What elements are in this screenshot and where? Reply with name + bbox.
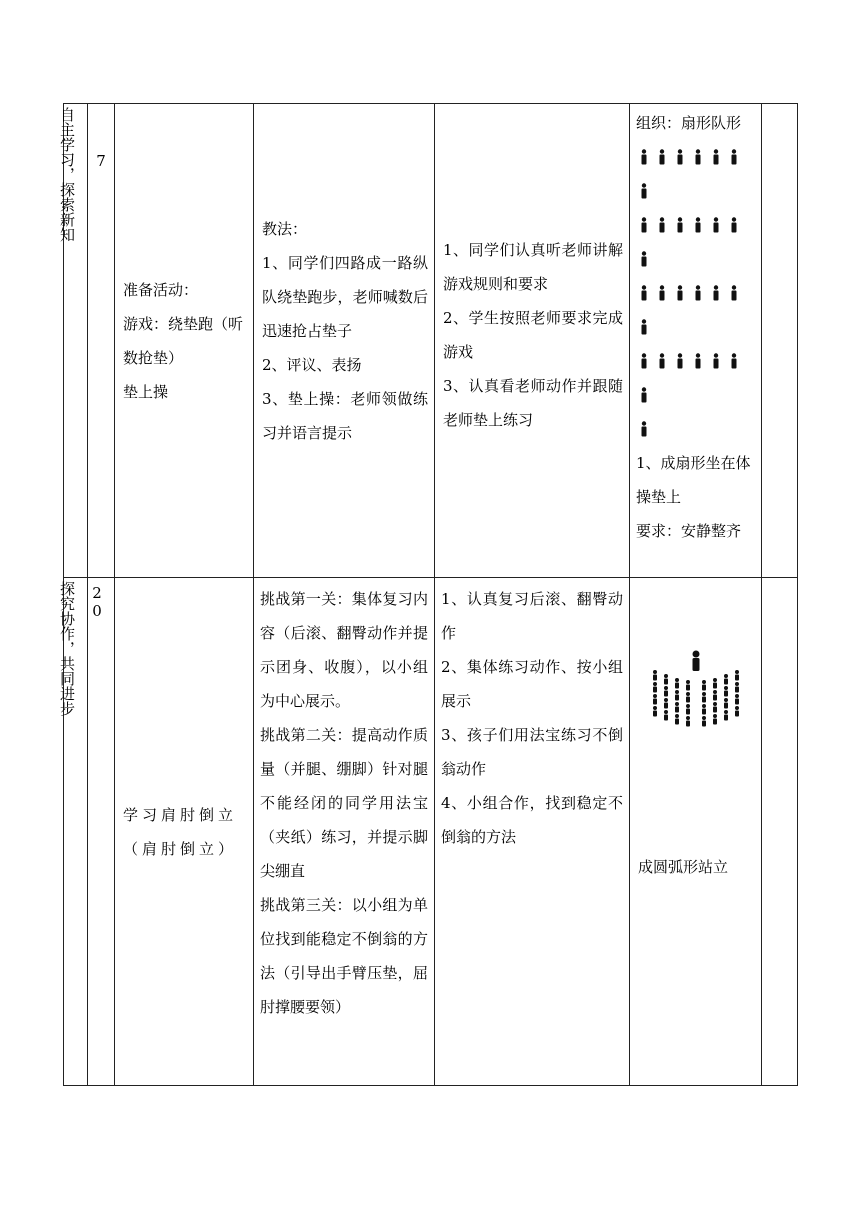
student-line: 2、学生按照老师要求完成游戏 bbox=[443, 308, 623, 361]
student-line: 3、认真看老师动作并跟随老师垫上练习 bbox=[443, 376, 623, 429]
teacher-figure bbox=[692, 651, 699, 672]
person-icon bbox=[658, 217, 666, 233]
person-icon bbox=[694, 353, 702, 369]
student-line: 1、认真复习后滚、翻臀动作 bbox=[441, 590, 623, 642]
org-note: 成圆弧形站立 bbox=[638, 858, 729, 876]
person-icon bbox=[676, 217, 684, 233]
person-icon bbox=[658, 149, 666, 165]
table-row bbox=[64, 104, 798, 578]
formation-single bbox=[636, 310, 755, 344]
person-icon bbox=[730, 285, 738, 301]
person-icon bbox=[730, 149, 738, 165]
time-cell: 20 bbox=[88, 578, 115, 1086]
lesson-plan-table bbox=[58, 103, 798, 1086]
org-note: 1、成扇形坐在体操垫上 bbox=[636, 454, 751, 506]
person-icon bbox=[676, 149, 684, 165]
teacher-line: 挑战第一关：集体复习内容（后滚、翻臀动作并提示团身、收腹），以小组为中心展示。 bbox=[260, 590, 428, 710]
stage-cell: 探究协作，共同进步 bbox=[64, 578, 88, 1086]
student-figures bbox=[653, 670, 739, 727]
organization-cell bbox=[630, 578, 762, 1086]
formation-single bbox=[636, 378, 755, 412]
teacher-line: 3、垫上操：老师领做练习并语言提示 bbox=[262, 389, 428, 442]
teacher-cell bbox=[254, 578, 435, 1086]
organization-cell bbox=[630, 104, 762, 578]
content-line: 垫上操 bbox=[123, 382, 169, 401]
formation-row bbox=[636, 140, 755, 174]
person-icon bbox=[712, 285, 720, 301]
person-icon bbox=[658, 285, 666, 301]
person-icon bbox=[640, 251, 648, 267]
person-icon bbox=[640, 183, 648, 199]
student-cell bbox=[435, 104, 630, 578]
formation-single bbox=[636, 174, 755, 208]
student-line: 4、小组合作，找到稳定不倒翁的方法 bbox=[441, 794, 623, 846]
time-cell: 7 bbox=[88, 104, 115, 578]
person-icon bbox=[640, 285, 648, 301]
person-icon bbox=[640, 149, 648, 165]
content-line: 游戏：绕垫跑（听数抢垫） bbox=[123, 314, 244, 367]
formation-row bbox=[636, 208, 755, 242]
person-icon bbox=[640, 387, 648, 403]
teacher-line: 挑战第三关：以小组为单位找到能稳定不倒翁的方法（引导出手臂压垫，屈肘撑腰要领） bbox=[260, 896, 428, 1016]
person-icon bbox=[730, 353, 738, 369]
person-icon bbox=[640, 217, 648, 233]
formation-row bbox=[636, 344, 755, 378]
org-note: 要求：安静整齐 bbox=[636, 522, 742, 540]
person-icon bbox=[676, 353, 684, 369]
org-title: 组织：扇形队形 bbox=[636, 114, 742, 132]
student-cell bbox=[435, 578, 630, 1086]
person-icon bbox=[694, 285, 702, 301]
teacher-line: 挑战第二关：提高动作质量（并腿、绷脚）针对腿不能经闭的同学用法宝（夹纸）练习，并提示脚尖绷直 bbox=[260, 726, 428, 880]
teacher-line: 2、评议、表扬 bbox=[262, 355, 362, 374]
student-line: 3、孩子们用法宝练习不倒翁动作 bbox=[441, 726, 623, 778]
person-icon bbox=[694, 217, 702, 233]
table-row bbox=[64, 578, 798, 1086]
teacher-line: 1、同学们四路成一路纵队绕垫跑步，老师喊数后迅速抢占垫子 bbox=[262, 253, 428, 340]
arc-formation-diagram bbox=[650, 650, 742, 736]
person-icon bbox=[730, 217, 738, 233]
person-icon bbox=[712, 217, 720, 233]
person-icon bbox=[712, 353, 720, 369]
person-icon bbox=[640, 353, 648, 369]
content-cell bbox=[115, 104, 254, 578]
formation-row bbox=[636, 276, 755, 310]
formation-single bbox=[636, 242, 755, 276]
content-cell bbox=[115, 578, 254, 1086]
content-line: 准备活动： bbox=[123, 280, 199, 299]
fan-formation-diagram bbox=[636, 140, 755, 446]
teacher-line: 教法： bbox=[262, 219, 308, 238]
student-line: 1、同学们认真听老师讲解游戏规则和要求 bbox=[443, 240, 623, 293]
person-icon bbox=[676, 285, 684, 301]
formation-single bbox=[636, 412, 755, 446]
empty-cell bbox=[762, 578, 798, 1086]
person-icon bbox=[640, 319, 648, 335]
person-icon bbox=[694, 149, 702, 165]
person-icon bbox=[640, 421, 648, 437]
teacher-cell bbox=[254, 104, 435, 578]
stage-cell: 自主学习，探索新知 bbox=[64, 104, 88, 578]
empty-cell bbox=[762, 104, 798, 578]
person-icon bbox=[712, 149, 720, 165]
person-icon bbox=[658, 353, 666, 369]
student-line: 2、集体练习动作、按小组展示 bbox=[441, 658, 623, 710]
content-line: 学习肩肘倒立（肩肘倒立） bbox=[123, 805, 238, 858]
